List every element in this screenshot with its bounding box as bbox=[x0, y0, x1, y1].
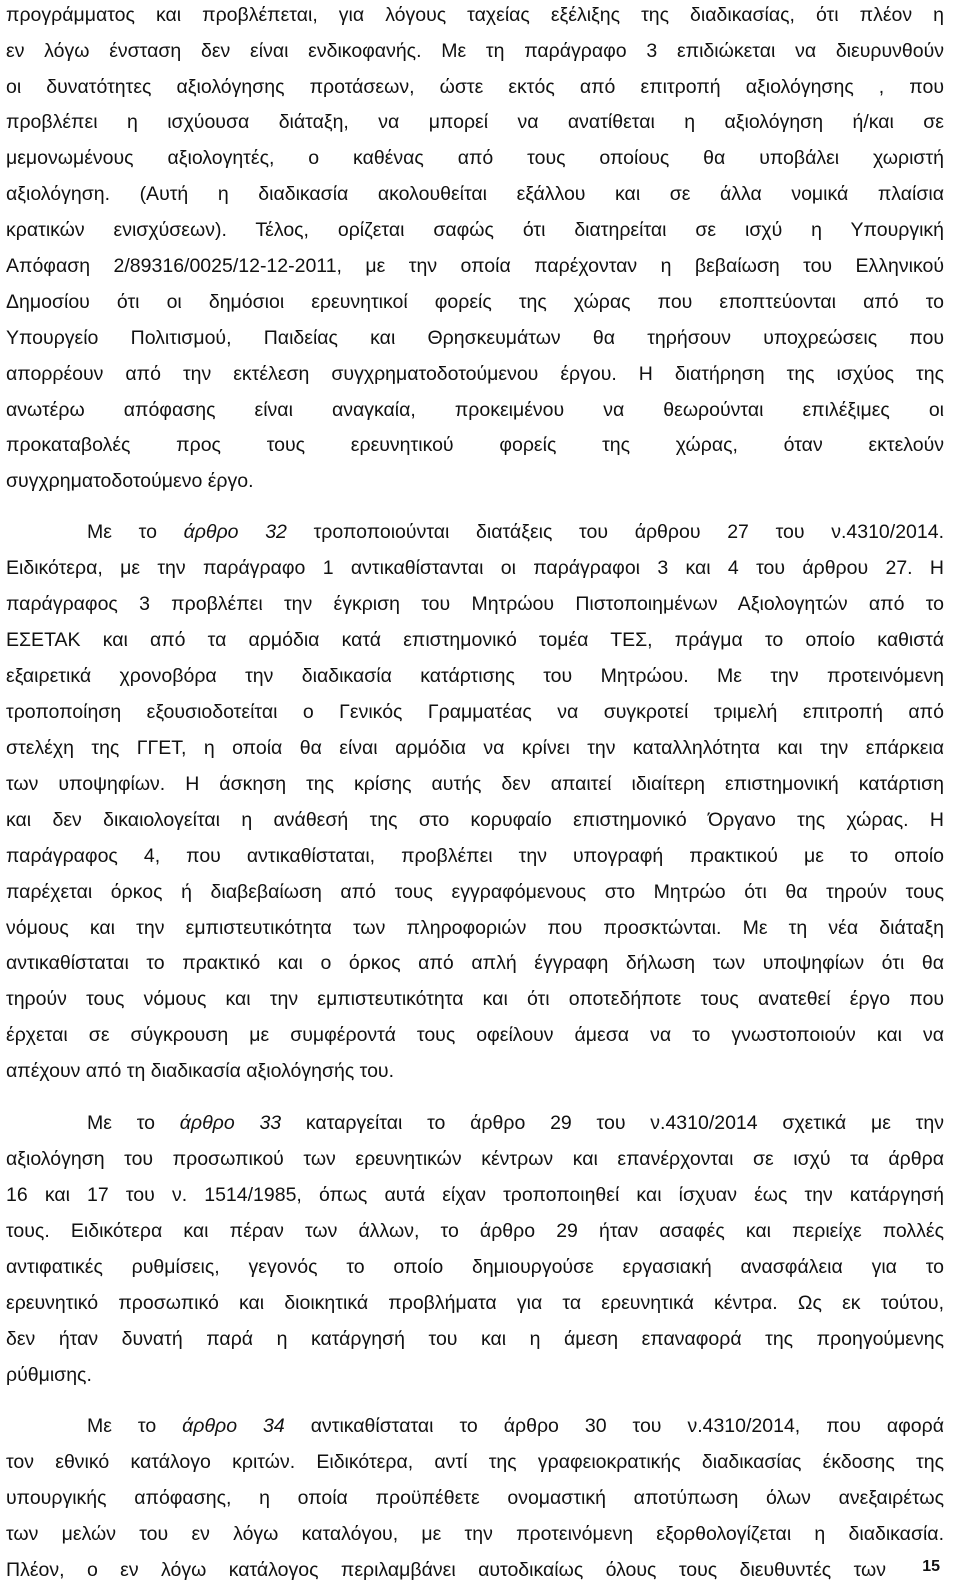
document-page bbox=[6, 0, 944, 1587]
body-text-line: εν λόγω ένσταση δεν είναι ενδικοφανής. Με τη παράγραφο 3 επιδιώκεται να διευρυνθούν bbox=[6, 40, 944, 62]
article-reference: άρθρο 34 bbox=[182, 1415, 285, 1437]
body-text-line: απέχουν από τη διαδικασία αξιολόγησής του. bbox=[6, 1060, 395, 1082]
body-text-line: προβλέπει η ισχύουσα διάταξη, να μπορεί να ανατίθεται η αξιολόγηση ή/και σε bbox=[6, 111, 944, 133]
body-text-line: τους. Ειδικότερα και πέραν των άλλων, το άρθρο 29 ήταν ασαφές και περιείχε πολλές bbox=[6, 1220, 944, 1242]
article-intro: Με το bbox=[87, 1415, 183, 1437]
article-intro-rest: αντικαθίσταται το άρθρο 30 του ν.4310/2014, που αφορά bbox=[284, 1415, 944, 1437]
body-text-line: αντιφατικές ρυθμίσεις, γεγονός το οποίο δημιουργούσε εργασιακή ανασφάλεια για το bbox=[6, 1256, 944, 1278]
page-number: 15 bbox=[922, 1558, 940, 1575]
body-text-line: ΕΣΕΤΑΚ και από τα αρμόδια κατά επιστημονικό τομέα ΤΕΣ, πράγμα το οποίο καθιστά bbox=[6, 629, 944, 651]
body-text-line: Απόφαση 2/89316/0025/12-12-2011, με την οποία παρέχονταν η βεβαίωση του Ελληνικού bbox=[6, 255, 944, 277]
article-paragraph-start bbox=[87, 519, 944, 545]
body-text-line: 16 και 17 του ν. 1514/1985, όπως αυτά είχαν τροποποιηθεί και ίσχυαν έως την κατάργησή bbox=[6, 1184, 944, 1206]
body-text-line: αντικαθίσταται το πρακτικό και ο όρκος από απλή έγγραφη δήλωση των υποψηφίων ότι θα bbox=[6, 952, 944, 974]
body-text-line: στελέχη της ΓΓΕΤ, η οποία θα είναι αρμόδια να κρίνει την καταλληλότητα και την επάρκεια bbox=[6, 737, 944, 759]
body-text-line: Υπουργείο Πολιτισμού, Παιδείας και Θρησκευμάτων θα τηρήσουν υποχρεώσεις που bbox=[6, 327, 944, 349]
article-paragraph-start bbox=[87, 1110, 944, 1136]
body-text-line: νόμους και την εμπιστευτικότητα των πληροφοριών που προσκτώνται. Με τη νέα διάταξη bbox=[6, 917, 944, 939]
body-text-line: Ειδικότερα, με την παράγραφο 1 αντικαθίστανται οι παράγραφοι 3 και 4 του άρθρου 27. Η bbox=[6, 557, 944, 579]
body-text-line: οι δυνατότητες αξιολόγησης προτάσεων, ώστε εκτός από επιτροπή αξιολόγησης , που bbox=[6, 76, 944, 98]
body-text-line: δεν ήταν δυνατή παρά η κατάργησή του και η άμεση επαναφορά της προηγούμενης bbox=[6, 1328, 944, 1350]
article-paragraph-start bbox=[87, 1413, 944, 1439]
article-reference: άρθρο 33 bbox=[179, 1112, 282, 1134]
body-text-line: παράγραφος 3 προβλέπει την έγκριση του Μητρώου Πιστοποιημένων Αξιολογητών από το bbox=[6, 593, 944, 615]
article-intro: Με το bbox=[87, 521, 184, 543]
article-intro-rest: καταργείται το άρθρο 29 του ν.4310/2014 σχετικά με την bbox=[281, 1112, 944, 1134]
body-text-line: των μελών του εν λόγω καταλόγου, με την προτεινόμενη εξορθολογίζεται η διαδικασία. bbox=[6, 1523, 944, 1545]
body-text-line: τροποποίηση εξουσιοδοτείται ο Γενικός Γραμματέας να συγκροτεί τριμελή επιτροπή από bbox=[6, 701, 944, 723]
body-text-line: τον εθνικό κατάλογο κριτών. Ειδικότερα, αντί της γραφειοκρατικής διαδικασίας έκδοσης της bbox=[6, 1451, 944, 1473]
body-text-line: προκαταβολές προς τους ερευνητικού φορείς της χώρας, όταν εκτελούν bbox=[6, 434, 944, 456]
body-text-line: ερευνητικό προσωπικό και διοικητικά προβλήματα για τα ερευνητικά κέντρα. Ως εκ τούτου, bbox=[6, 1292, 944, 1314]
body-text-line: προγράμματος και προβλέπεται, για λόγους ταχείας εξέλιξης της διαδικασίας, ότι πλέον η bbox=[6, 4, 944, 26]
body-text-line: των υποψηφίων. Η άσκηση της κρίσης αυτής δεν απαιτεί ιδιαίτερη επιστημονική κατάρτιση bbox=[6, 773, 944, 795]
body-text-line: ανωτέρω απόφασης είναι αναγκαία, προκειμένου να θεωρούνται επιλέξιμες οι bbox=[6, 399, 944, 421]
body-text-line: παρέχεται όρκος ή διαβεβαίωση από τους εγγραφόμενους στο Μητρώο ότι θα τηρούν τους bbox=[6, 881, 944, 903]
body-text-line: τηρούν τους νόμους και την εμπιστευτικότητα και ότι οποτεδήποτε τους ανατεθεί έργο που bbox=[6, 988, 944, 1010]
body-text-line: αξιολόγηση. (Αυτή η διαδικασία ακολουθείται εξάλλου και σε άλλα νομικά πλαίσια bbox=[6, 183, 944, 205]
article-intro: Με το bbox=[87, 1112, 180, 1134]
body-text-line: και δεν δικαιολογείται η ανάθεσή της στο κορυφαίο επιστημονικό Όργανο της χώρας. Η bbox=[6, 809, 944, 831]
body-text-line: Δημοσίου ότι οι δημόσιοι ερευνητικοί φορείς της χώρας που εποπτεύονται από το bbox=[6, 291, 944, 313]
body-text-line: μεμονωμένους αξιολογητές, ο καθένας από τους οποίους θα υποβάλει χωριστή bbox=[6, 147, 944, 169]
article-reference: άρθρο 32 bbox=[183, 521, 287, 543]
body-text-line: κρατικών ενισχύσεων). Τέλος, ορίζεται σαφώς ότι διατηρείται σε ισχύ η Υπουργική bbox=[6, 219, 944, 241]
body-text-line: έρχεται σε σύγκρουση με συμφέροντά τους οφείλουν άμεσα να το γνωστοποιούν και να bbox=[6, 1024, 944, 1046]
body-text-line: ρύθμισης. bbox=[6, 1364, 92, 1386]
body-text-line: απορρέουν από την εκτέλεση συγχρηματοδοτούμενου έργου. Η διατήρηση της ισχύος της bbox=[6, 363, 944, 385]
body-text-line: συγχρηματοδοτούμενο έργο. bbox=[6, 470, 254, 492]
body-text-line: εξαιρετικά χρονοβόρα την διαδικασία κατάρτισης του Μητρώου. Με την προτεινόμενη bbox=[6, 665, 944, 687]
body-text-line: Πλέον, ο εν λόγω κατάλογος περιλαμβάνει αυτοδικαίως όλους τους διευθυντές των bbox=[6, 1559, 886, 1581]
body-text-line: αξιολόγηση του προσωπικού των ερευνητικών κέντρων και επανέρχονται σε ισχύ τα άρθρα bbox=[6, 1148, 944, 1170]
body-text-line: παράγραφος 4, που αντικαθίσταται, προβλέπει την υπογραφή πρακτικού με το οποίο bbox=[6, 845, 944, 867]
body-text-line: υπουργικής απόφασης, η οποία προϋπέθετε ονομαστική αποτύπωση όλων ανεξαιρέτως bbox=[6, 1487, 944, 1509]
article-intro-rest: τροποποιούνται διατάξεις του άρθρου 27 του ν.4310/2014. bbox=[286, 521, 944, 543]
